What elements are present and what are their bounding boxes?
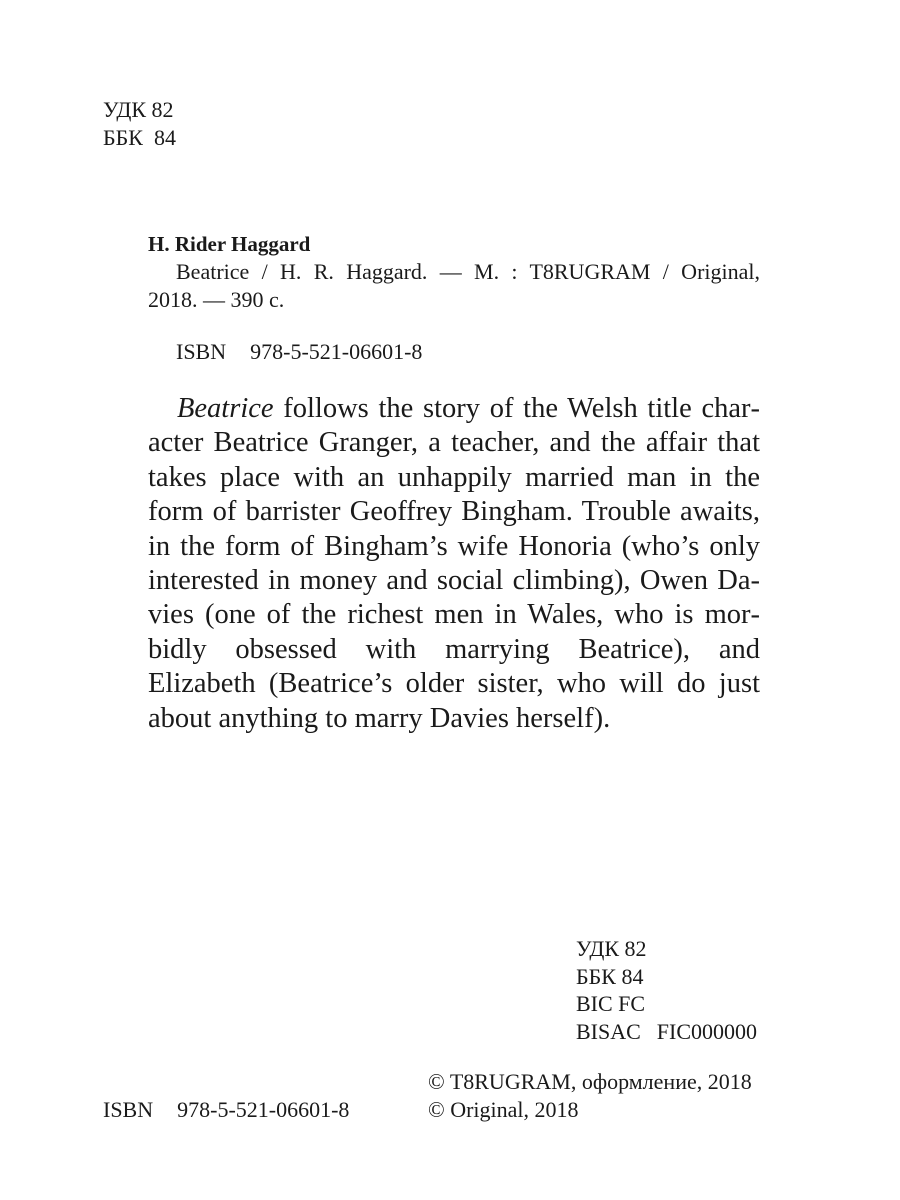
isbn-catalog — [176, 338, 422, 366]
book-annotation — [148, 392, 760, 736]
copyright-original: © Original, 2018 — [428, 1097, 579, 1122]
annotation-book-title: Beatrice — [177, 393, 274, 424]
copyright-design: © T8RUGRAM, оформление, 2018 — [428, 1069, 752, 1094]
bisac-code-row — [576, 1018, 757, 1046]
catalog-record — [148, 230, 760, 314]
isbn-label: ISBN — [176, 339, 227, 364]
bisac-label: BISAC — [576, 1018, 641, 1044]
bisac-code: FIC000000 — [656, 1018, 758, 1044]
bibliographic-description — [148, 258, 760, 286]
author-name: H. Rider Haggard — [148, 232, 311, 256]
annotation-text: follows the story of the Welsh title character Beatrice Granger, a teacher, and the affair that takes place with an unhappily married man in the form of barrister Geoffrey Bingham. Trouble awaits, in the form of Bingham’s wife Honoria (who’s only interested in money and social climbing), Owen Davies (one of the richest men in Wales, who is morbidly obsessed with marrying Beatrice), and Elizabeth (Beatrice’s older sister, who will do just about anything to marry Davies herself). — [148, 393, 760, 734]
copyright-block — [428, 1068, 752, 1124]
bbk-code-bottom: ББК 84 — [576, 963, 644, 989]
bic-code: BIC FC — [576, 991, 646, 1016]
bottom-classification-codes — [576, 935, 757, 1045]
isbn-number-bottom: 978-5-521-06601-8 — [177, 1097, 350, 1122]
udk-code-bottom: УДК 82 — [576, 936, 647, 961]
isbn-number: 978-5-521-06601-8 — [250, 339, 423, 364]
udk-code: УДК 82 — [103, 97, 174, 122]
isbn-bottom — [103, 1096, 349, 1124]
top-classification-codes — [103, 96, 176, 152]
bibliographic-line-1: Beatrice / H. R. Haggard. — M. : T8RUGRAM / Original, — [176, 259, 760, 284]
bbk-code: ББК 84 — [103, 125, 176, 150]
isbn-label-bottom: ISBN — [103, 1097, 154, 1122]
bibliographic-line-2: 2018. — 390 с. — [148, 287, 285, 312]
